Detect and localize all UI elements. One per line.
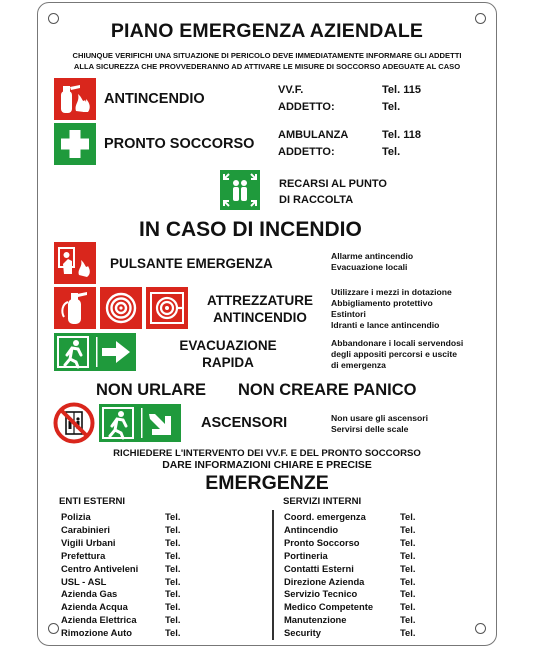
hose-reel-icon xyxy=(100,287,142,329)
first-aid-cross-icon xyxy=(54,123,96,165)
give-info-line: DARE INFORMAZIONI CHIARE E PRECISE xyxy=(162,460,372,471)
fire-warden-phone: Tel. xyxy=(382,101,401,113)
contact-name: Portineria xyxy=(284,549,328,561)
contact-phone-label: Tel. xyxy=(165,627,181,639)
contact-phone-label: Tel. xyxy=(400,614,416,626)
contact-name: Carabinieri xyxy=(61,523,110,535)
no-elevator-icon xyxy=(53,402,95,444)
contact-phone-label: Tel. xyxy=(400,601,416,613)
contact-phone-label: Tel. xyxy=(165,562,181,574)
contact-name: USL - ASL xyxy=(61,575,107,587)
contact-phone-label: Tel. xyxy=(165,536,181,548)
contact-phone-label: Tel. xyxy=(400,536,416,548)
contact-name: Contatti Esterni xyxy=(284,562,354,574)
alarm-button-label: PULSANTE EMERGENZA xyxy=(110,256,273,271)
fire-warden-label: ADDETTO: xyxy=(278,101,335,113)
equipment-desc-4: Idranti e lance antincendio xyxy=(331,320,440,330)
mounting-hole xyxy=(48,623,59,634)
assembly-line-1: RECARSI AL PUNTO xyxy=(279,178,387,190)
first-aid-label: PRONTO SOCCORSO xyxy=(104,136,255,152)
equipment-desc-2: Abbigliamento protettivo xyxy=(331,298,433,308)
extinguisher-icon xyxy=(54,287,96,329)
contact-name: Centro Antiveleni xyxy=(61,562,139,574)
intro-line-1: CHIUNQUE VERIFICHI UNA SITUAZIONE DI PERICOLO DEVE IMMEDIATAMENTE INFORMARE GLI ADDETTI xyxy=(72,51,462,60)
no-shouting-text: NON URLARE xyxy=(96,381,206,399)
contact-phone-label: Tel. xyxy=(165,601,181,613)
equipment-label-1: ATTREZZATURE xyxy=(207,293,313,308)
call-services-line: RICHIEDERE L'INTERVENTO DEI VV.F. E DEL PRONTO SOCCORSO xyxy=(113,448,421,459)
exit-stairs-arrow-icon xyxy=(99,404,181,442)
first-aid-officer-label: ADDETTO: xyxy=(278,146,335,158)
contact-phone-label: Tel. xyxy=(400,511,416,522)
emergency-exit-icon xyxy=(54,333,136,371)
external-contacts-list xyxy=(61,511,261,641)
contact-name: Prefettura xyxy=(61,549,106,561)
equipment-label-2: ANTINCENDIO xyxy=(213,310,307,325)
elevators-desc-1: Non usare gli ascensori xyxy=(331,413,428,423)
contact-phone-label: Tel. xyxy=(400,588,416,600)
contact-name: Direzione Azienda xyxy=(284,575,365,587)
no-panic-text: NON CREARE PANICO xyxy=(238,381,417,399)
evacuation-label-2: RAPIDA xyxy=(202,355,254,370)
assembly-line-2: DI RACCOLTA xyxy=(279,194,354,206)
contact-name: Rimozione Auto xyxy=(61,627,132,639)
contact-phone-label: Tel. xyxy=(400,627,416,639)
contact-phone-label: Tel. xyxy=(165,575,181,587)
fire-extinguisher-icon xyxy=(54,78,96,120)
contact-name: Azienda Gas xyxy=(61,588,118,600)
external-entities-header: ENTI ESTERNI xyxy=(59,496,126,507)
ambulance-label: AMBULANZA xyxy=(278,129,349,141)
vvf-phone: Tel. 115 xyxy=(382,84,421,96)
fire-alarm-button-icon xyxy=(54,242,96,284)
contact-name: Azienda Acqua xyxy=(61,601,128,613)
contact-name: Coord. emergenza xyxy=(284,511,366,522)
fire-hydrant-icon xyxy=(146,287,188,329)
contact-phone-label: Tel. xyxy=(165,523,181,535)
elevators-desc-2: Servirsi delle scale xyxy=(331,424,409,434)
elevators-label: ASCENSORI xyxy=(201,415,288,431)
contact-name: Manutenzione xyxy=(284,614,347,626)
contact-name: Security xyxy=(284,627,321,639)
contact-name: Azienda Elettrica xyxy=(61,614,137,626)
intro-line-2: ALLA SICUREZZA CHE PROVVEDERANNO AD ATTIVARE LE MISURE DI SOCCORSO ADEGUATE AL CASO xyxy=(73,62,461,71)
internal-services-header: SERVIZI INTERNI xyxy=(283,496,362,507)
ambulance-phone: Tel. 118 xyxy=(382,129,421,141)
contact-phone-label: Tel. xyxy=(165,549,181,561)
fire-label: ANTINCENDIO xyxy=(104,91,205,107)
equipment-desc-1: Utilizzare i mezzi in dotazione xyxy=(331,287,452,297)
evacuation-desc-2: degli appositi percorsi e uscite xyxy=(331,349,458,359)
contact-phone-label: Tel. xyxy=(165,511,181,522)
contact-name: Medico Competente xyxy=(284,601,374,613)
alarm-desc-1: Allarme antincendio xyxy=(331,251,414,261)
vvf-label: VV.F. xyxy=(278,84,304,96)
contact-phone-label: Tel. xyxy=(165,614,181,626)
contact-name: Pronto Soccorso xyxy=(284,536,360,548)
contact-name: Servizio Tecnico xyxy=(284,588,358,600)
contact-phone-label: Tel. xyxy=(165,588,181,600)
first-aid-officer-phone: Tel. xyxy=(382,146,401,158)
contact-phone-label: Tel. xyxy=(400,549,416,561)
contact-phone-label: Tel. xyxy=(400,562,416,574)
evacuation-desc-1: Abbandonare i locali servendosi xyxy=(331,338,464,348)
contact-phone-label: Tel. xyxy=(400,523,416,535)
emergencies-title: EMERGENZE xyxy=(205,472,329,494)
evacuation-label-1: EVACUAZIONE xyxy=(179,338,277,353)
evacuation-desc-3: di emergenza xyxy=(331,360,386,370)
contact-name: Polizia xyxy=(61,511,91,522)
assembly-point-icon xyxy=(220,170,260,210)
contact-phone-label: Tel. xyxy=(400,575,416,587)
internal-contacts-list xyxy=(284,511,484,641)
fire-section-title: IN CASO DI INCENDIO xyxy=(139,218,362,241)
equipment-desc-3: Estintori xyxy=(331,309,366,319)
contact-name: Vigili Urbani xyxy=(61,536,116,548)
alarm-desc-2: Evacuazione locali xyxy=(331,262,408,272)
column-divider xyxy=(272,510,274,640)
contact-name: Antincendio xyxy=(284,523,339,535)
sign-title: PIANO EMERGENZA AZIENDALE xyxy=(110,20,424,42)
